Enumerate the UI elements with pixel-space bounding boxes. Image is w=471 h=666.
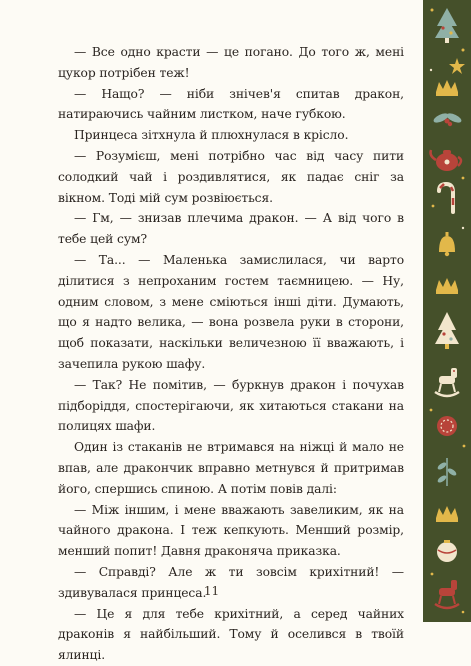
paragraph-4: — Розумієш, мені потрібно час від часу пити солодкий чай і роздивлятися, як падає сніг за вікном. Тоді мій сум розвіюється. <box>58 148 404 205</box>
paragraph-11: — Це я для тебе крихітний, а серед чайних драконів я найбільший. Тому й оселився в твоїй ялинці. <box>58 606 404 663</box>
paragraph-5: — Гм, — знизав плечима дракон. — А від чого в тебе цей сум? <box>58 211 404 247</box>
page-number: 11 <box>203 584 220 598</box>
teapot-icon <box>431 150 461 171</box>
paragraph-6: — Та... — Маленька замислилася, чи варто ділитися з непроханим гостем таємницею. — Ну, одним словом, з мене сміються інші діти. Думають, що я надто велика, — вона розвела руки в сторони, щоб показати, наскільки величезною її вважають, і зачепила рукою шафу. <box>58 252 404 371</box>
holly-icon <box>432 111 462 126</box>
star-icon <box>449 58 465 74</box>
paragraph-10: — Справді? Але ж ти зовсім крихітний! — здивувалася принцеса. <box>58 564 404 600</box>
crown-icon <box>436 506 458 522</box>
christmas-tree-icon <box>435 8 459 43</box>
decorative-border-strip <box>423 0 471 622</box>
cookie-icon <box>437 416 457 436</box>
crown-icon <box>436 278 458 294</box>
paragraph-3: Принцеса зітхнула й плюхнулася в крісло. <box>74 128 349 143</box>
bell-icon <box>439 232 455 256</box>
candy-cane-icon <box>439 184 453 212</box>
body-text <box>58 42 404 666</box>
rocking-horse-icon <box>435 580 459 608</box>
paragraph-1: — Все одно красти — це погано. До того ж, мені цукор потрібен теж! <box>58 45 404 80</box>
rocking-horse-icon <box>435 368 459 396</box>
paragraph-2: — Нащо? — ніби знічев'я спитав дракон, натираючись чайним листком, наче губкою. <box>58 86 404 122</box>
bauble-icon <box>437 540 457 562</box>
leaf-icon <box>436 458 457 486</box>
paragraph-9: — Між іншим, і мене вважають завеликим, як на чайного дракона. І теж кепкують. Менший розмір, менший попит! Давня драконяча приказка. <box>58 502 404 559</box>
paragraph-7: — Так? Не помітив, — буркнув дракон і почухав підборіддя, спостерігаючи, як хитаються стакани на полицях шафи. <box>58 377 404 434</box>
crown-icon <box>436 80 458 96</box>
paragraph-8: Один із стаканів не втримався на ніжці й мало не впав, але дракончик вправно метнувся й притримав його, спершись спиною. А потім повів далі: <box>58 440 404 496</box>
christmas-tree-icon <box>435 312 459 349</box>
